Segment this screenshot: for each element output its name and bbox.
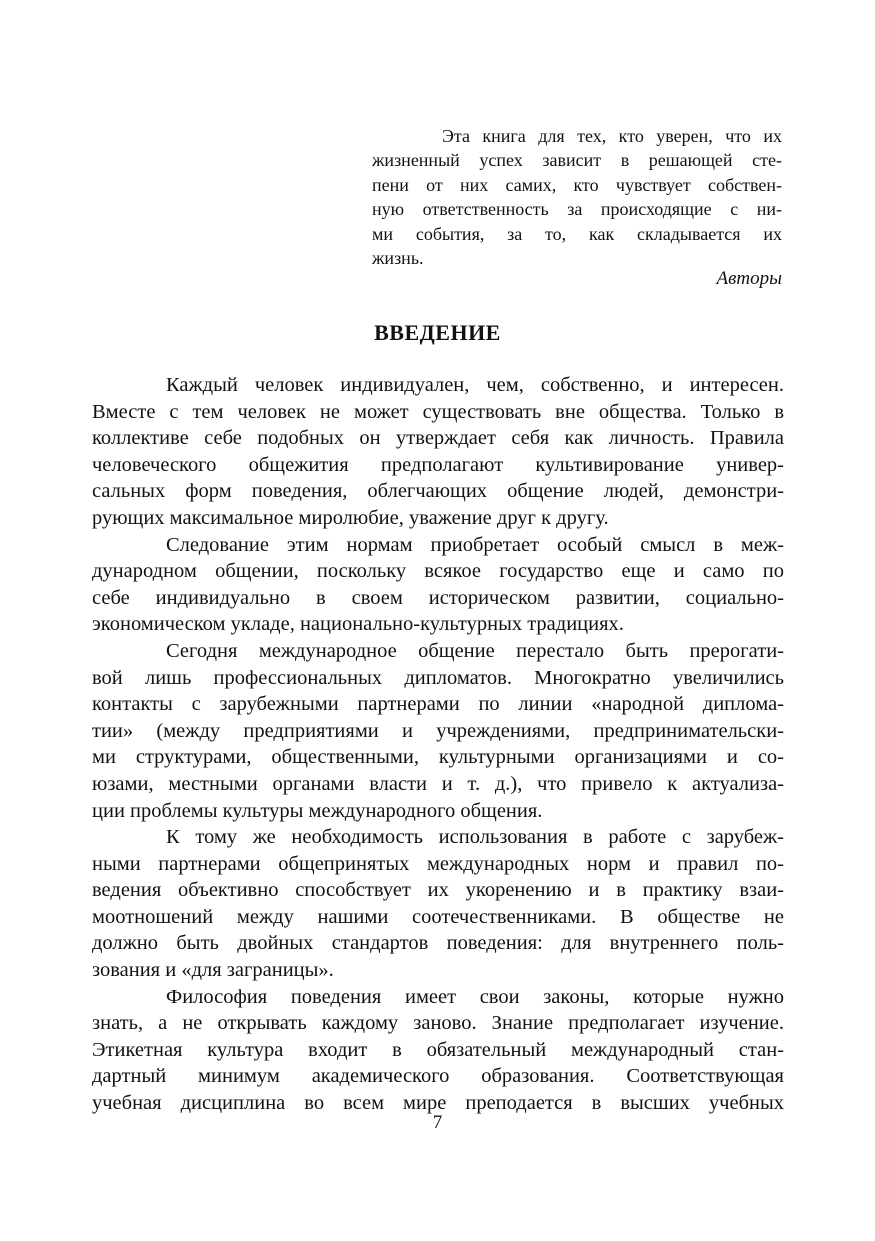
epigraph-line: ми события, за то, как складывается их: [372, 223, 782, 244]
body-text: [92, 372, 784, 1117]
text-line: дартный минимум академического образования. Соответствующая: [92, 1065, 784, 1088]
epigraph-line: пени от них самих, кто чувствует собствен-: [372, 174, 782, 195]
epigraph-author: Авторы: [716, 268, 782, 289]
text-line: Следование этим нормам приобретает особый смысл в меж-: [166, 533, 784, 556]
text-line: ми структурами, общественными, культурными организациями и со-: [92, 746, 784, 769]
text-line: Вместе с тем человек не может существовать вне общества. Только в: [92, 400, 784, 423]
text-line: знать, а не открывать каждому заново. Знание предполагает изучение.: [92, 1012, 784, 1035]
text-line: К тому же необходимость использования в работе с зарубеж-: [166, 826, 784, 849]
text-line: контакты с зарубежными партнерами по линии «народной диплома-: [92, 693, 784, 716]
text-line: тии» (между предприятиями и учреждениями, предпринимательски-: [92, 719, 784, 742]
text-line: Каждый человек индивидуален, чем, собственно, и интересен.: [166, 374, 784, 396]
text-line: дународном общении, поскольку всякое государство еще и само по: [92, 560, 784, 583]
text-line: юзами, местными органами власти и т. д.), что привело к актуализа-: [92, 772, 784, 795]
text-line: ведения объективно способствует их укоренению и в практику взаи-: [92, 879, 784, 902]
text-line: коллективе себе подобных он утверждает себя как личность. Правила: [92, 427, 784, 450]
text-line: рующих максимальное миролюбие, уважение друг к другу.: [92, 506, 609, 529]
page-number: 7: [432, 1112, 443, 1133]
text-line: должно быть двойных стандартов поведения: для внутреннего поль-: [92, 932, 784, 955]
epigraph-line: ную ответственность за происходящие с ни-: [372, 199, 782, 220]
text-line: человеческого общежития предполагают культивирование универ-: [92, 453, 784, 476]
epigraph-line: жизнь.: [372, 248, 424, 269]
text-line: моотношений между нашими соотечественниками. В обществе не: [92, 905, 784, 928]
text-line: зования и «для заграницы».: [92, 959, 334, 982]
text-line: сальных форм поведения, облегчающих общение людей, демонстри-: [92, 480, 784, 503]
epigraph-line: жизненный успех зависит в решающей сте-: [372, 150, 782, 171]
text-line: вой лишь профессиональных дипломатов. Многократно увеличились: [92, 666, 784, 689]
text-line: Сегодня международное общение перестало быть прерогати-: [166, 639, 784, 662]
text-line: ции проблемы культуры международного общения.: [92, 799, 543, 822]
text-line: Философия поведения имеет свои законы, которые нужно: [166, 985, 784, 1008]
text-line: себе индивидуально в своем историческом развитии, социально-: [92, 586, 784, 609]
section-title: ВВЕДЕНИЕ: [374, 320, 501, 345]
epigraph-line: Эта книга для тех, кто уверен, что их: [442, 126, 782, 146]
epigraph: [372, 124, 782, 270]
text-line: ными партнерами общепринятых международных норм и правил по-: [92, 852, 784, 875]
text-line: экономическом укладе, национально-культурных традициях.: [92, 613, 624, 636]
text-line: Этикетная культура входит в обязательный международный стан-: [92, 1038, 784, 1061]
text-line: учебная дисциплина во всем мире преподается в высших учебных: [92, 1092, 784, 1115]
